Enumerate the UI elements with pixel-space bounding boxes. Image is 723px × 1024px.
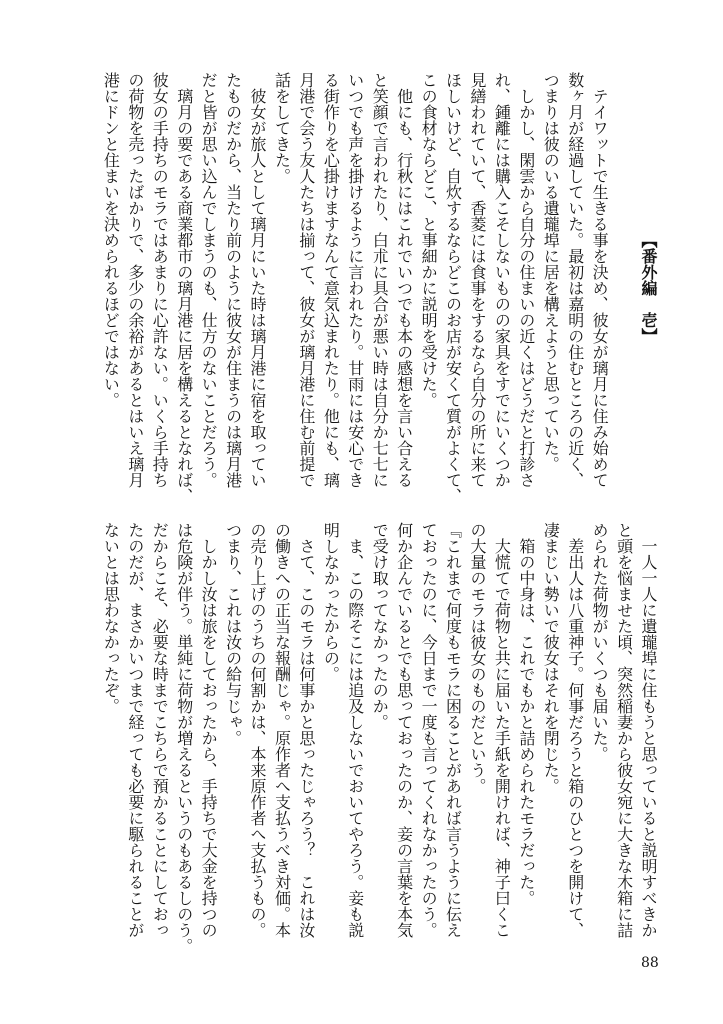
chapter-heading: 【番外編 壱】 <box>639 232 658 344</box>
text-column: 月港で会う友人たちは揃って、彼女が璃月港に住む前提で <box>296 72 316 488</box>
text-column: の大量のモラは彼女のものだという。 <box>467 522 487 794</box>
text-column: 港にドンと住まいを決められるほどではない。 <box>101 72 121 408</box>
text-column: だからこそ、必要な時までこちらで預かることにしておっ <box>150 522 170 938</box>
text-column: められた荷物がいくつも届いた。 <box>590 522 610 762</box>
text-column: 差出人は八重神子。何事だろうと箱のひとつを開けて、 <box>565 522 585 938</box>
bottom-text-block <box>98 522 660 962</box>
text-column: 数ヶ月が経過していた。最初は嘉明の住むところの近く、 <box>565 72 585 488</box>
text-column: の働きへの正当な報酬じゃ。原作者へ支払うべき対価。本 <box>272 522 292 938</box>
text-column: れ、鍾離には購入こそしないものの家具をすでにいくつか <box>492 72 512 488</box>
text-column: 凄まじい勢いで彼女はそれを閉じた。 <box>541 522 561 794</box>
text-column: この食材ならどこ、と事細かに説明を受けた。 <box>419 72 439 408</box>
text-column: 話をしてきた。 <box>272 72 292 184</box>
text-column: だと皆が思い込んでしまうのも、仕方のないことだろう。 <box>199 72 219 488</box>
text-column: さて、このモラは何事かと思ったじゃろう？ これは汝 <box>296 522 316 938</box>
text-column: 見繕われていて、香菱には食事をするなら自分の所に来て <box>467 72 487 488</box>
top-text-block <box>98 72 660 512</box>
text-column: 璃月の要である商業都市の璃月港に居を構えるとなれば、 <box>174 72 194 504</box>
blank-column <box>611 72 635 512</box>
text-column: の売り上げのうちの何割かは、本来原作者へ支払うもの。 <box>248 522 267 938</box>
page-number: 88 <box>641 955 659 971</box>
text-column: 箱の中身は、これでもかと詰められたモラだった。 <box>516 522 536 906</box>
text-column: つまりは彼のいる遺瓏埠に居を構えようと思っていた。 <box>541 72 561 472</box>
text-column: 何か企んでいるとでも思っておったのか、妾の言葉を本気 <box>394 522 414 938</box>
text-column: つまり、これは汝の給与じゃ。 <box>223 522 243 746</box>
text-column: 一人一人に遺瓏埠に住もうと思っていると説明すべきか <box>639 522 658 938</box>
text-column: たのだが、まさかいつまで経っても必要に駆られることが <box>125 522 145 938</box>
text-column: で受け取ってなかったのか。 <box>370 522 390 730</box>
text-column: 他にも、行秋にはこれでいつでも本の感想を言い合える <box>394 72 414 488</box>
text-column: ておったのに、今日まで一度も言ってくれなかったのう。 <box>419 522 439 938</box>
text-column: しかし、閑雲から自分の住まいの近くはどうだと打診さ <box>516 72 536 488</box>
text-column: 彼女の手持ちのモラではあまりに心許ない。いくら手持ち <box>150 72 170 488</box>
text-column: は危険が伴う。単純に荷物が増えるというのもあるしのう。 <box>174 522 194 954</box>
text-column: 大慌てで荷物と共に届いた手紙を開ければ、神子曰くこ <box>492 522 512 938</box>
text-column: 明しなかったからの。 <box>321 522 341 682</box>
text-column: ま、この際そこには追及しないでおいてやろう。妾も説 <box>345 522 365 938</box>
text-column: の荷物を売ったばかりで、多少の余裕があるとはいえ璃月 <box>125 72 145 488</box>
text-column: しかし汝は旅をしておったから、手持ちで大金を持つの <box>199 522 219 938</box>
text-column: ほしいけど、自炊するならどこのお店が安くて質がよくて、 <box>443 72 463 504</box>
text-column: 『これまで何度もモラに困ることがあれば言うように伝え <box>443 522 463 938</box>
text-column: いつでも声を掛けるように言われたり。甘雨には安心でき <box>345 72 365 488</box>
text-column: ないとは思わなかったぞ。 <box>101 522 121 714</box>
text-column: る街作りを心掛けますなんて意気込まれたり。他にも、璃 <box>321 72 341 488</box>
text-column: と頭を悩ませた頃、突然稲妻から彼女宛に大きな木箱に詰 <box>614 522 634 938</box>
text-column: と笑顔で言われたり、白朮に具合が悪い時は自分か七七に <box>370 72 390 488</box>
text-column: テイワットで生きる事を決め、彼女が璃月に住み始めて <box>590 72 610 488</box>
text-column: たものだから、当たり前のように彼女が住まうのは璃月港 <box>223 72 243 488</box>
text-column: 彼女が旅人として璃月にいた時は璃月港に宿を取ってい <box>248 72 267 488</box>
